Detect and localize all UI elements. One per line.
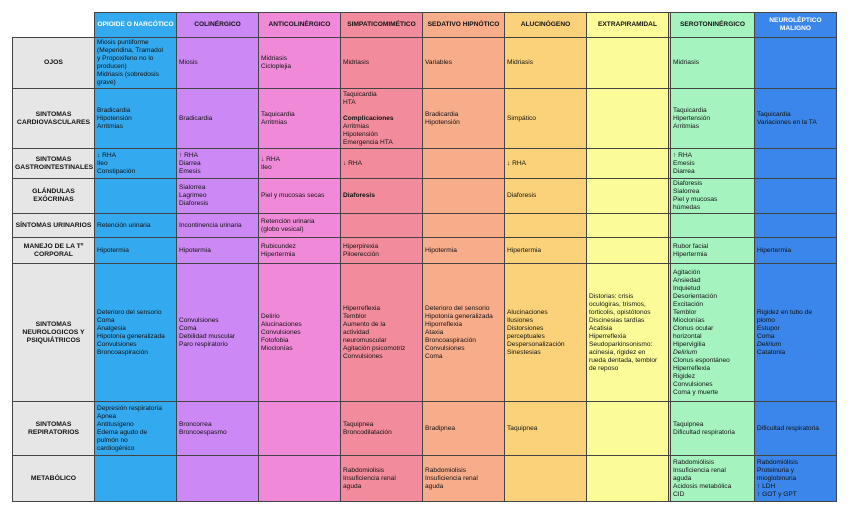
cell-line: CID xyxy=(673,490,685,498)
cell-line: Insuficiencia renal xyxy=(673,466,726,474)
cell-line: horizontal xyxy=(673,332,702,340)
cell-line: Taquipnea xyxy=(507,424,538,432)
cell-line: Broncoespasmo xyxy=(179,428,227,436)
toxidrome-table xyxy=(12,12,837,502)
cell-line: perceptuales xyxy=(507,332,545,340)
cell-line: actividad xyxy=(343,328,370,336)
cell-line: Convulsiones xyxy=(425,344,465,352)
cell-line: Alucinaciones xyxy=(261,320,302,328)
cell-line: ↓ RHA xyxy=(507,159,527,167)
cell-line: Hipertermia xyxy=(757,246,792,254)
cell-line: Depresión respiratoria xyxy=(97,404,162,412)
cell-line: (Meperidina, Tramadol xyxy=(97,47,163,54)
table-cell xyxy=(505,402,587,456)
cell-line: aguda xyxy=(673,474,692,482)
cell-line: Hiperreflexia xyxy=(343,304,381,312)
cell-line: ↑ RHA xyxy=(179,151,199,159)
column-header: ANTICOLINÉRGICO xyxy=(259,13,341,38)
table-cell xyxy=(177,214,259,238)
cell-line: ↑ GOT y GPT xyxy=(757,490,797,498)
table-cell xyxy=(177,402,259,456)
cell-line: Taquicardia xyxy=(261,110,295,118)
cell-line: Miosis xyxy=(179,59,198,66)
column-header: SEDATIVO HIPNÓTICO xyxy=(423,13,505,38)
cell-line: Inquietud xyxy=(673,284,701,292)
cell-line: Excitación xyxy=(673,300,704,308)
cell-line: Ansiedad xyxy=(673,276,701,284)
cell-line: grave) xyxy=(97,79,116,86)
cell-line: Agitación xyxy=(673,268,701,276)
cell-line: ↓ RHA xyxy=(343,159,363,167)
cell-line: Hipotonía generalizada xyxy=(425,312,493,320)
column-header: COLINÉRGICO xyxy=(177,13,259,38)
cell-line: Acatisia xyxy=(589,324,613,332)
cell-line: Paro respiratorio xyxy=(179,340,228,348)
row-label: SINTOMAS NEUROLOGICOS Y PSIQUIÁTRICOS xyxy=(13,264,95,402)
cell-line: torticolis, opistótonos xyxy=(589,308,651,316)
cell-line: plomo xyxy=(757,316,775,324)
cell-line: Midriasis xyxy=(343,59,370,66)
cell-line: Variables xyxy=(425,59,452,66)
table-row xyxy=(13,179,837,214)
cell-line: neuromuscular xyxy=(343,336,387,344)
cell-line: Broncoaspiración xyxy=(97,348,148,356)
column-header: OPIOIDE O NARCÓTICO xyxy=(95,13,177,38)
cell-line: Taquicardia xyxy=(673,106,707,114)
table-header xyxy=(13,13,837,38)
cell-line: Emesis xyxy=(673,159,695,167)
cell-line: Catatonia xyxy=(757,348,786,356)
cell-line: Arritmias xyxy=(673,122,700,130)
cell-line: Sialorrea xyxy=(673,188,700,195)
cell-line: Deterioro del sensorio xyxy=(425,304,490,312)
table-cell xyxy=(671,264,755,402)
cell-line: Coma xyxy=(757,332,775,340)
cell-line: ↓ RHA xyxy=(97,151,117,159)
cell-line: Bradicardia xyxy=(179,114,213,122)
row-label: METABÓLICO xyxy=(13,456,95,502)
cell-line: Temblor xyxy=(343,312,367,320)
cell-line: Complicaciones xyxy=(343,114,394,122)
cell-line: Emergencia HTA xyxy=(343,138,393,146)
cell-line: Taquicardia xyxy=(757,110,791,118)
cell-line: Hipotonía generalizada xyxy=(97,332,165,340)
cell-line: producen) xyxy=(97,63,127,70)
cell-line: Deterioro del sensorio xyxy=(97,308,162,316)
cell-line: Arritmias xyxy=(343,122,370,130)
table-cell xyxy=(177,89,259,149)
cell-line: Hiperreflexia xyxy=(673,364,711,372)
cell-line: Piel y mucosas xyxy=(673,196,718,203)
cell-line: Broncorrea xyxy=(179,420,212,428)
cell-line: aguda xyxy=(425,482,444,490)
cell-line: Proteinuria y xyxy=(757,466,795,474)
table-cell xyxy=(177,179,259,214)
cell-line: Piloerección xyxy=(343,250,379,258)
cell-line: ↑ LDH xyxy=(757,482,776,490)
cell-line: cardiogénico xyxy=(97,444,135,452)
table-row xyxy=(13,214,837,238)
cell-line: Rabdomiolisis xyxy=(343,466,385,474)
table-row xyxy=(13,264,837,402)
cell-line: Hipotensión xyxy=(343,130,378,138)
cell-line: Rubicundez xyxy=(261,242,296,250)
table-cell xyxy=(587,89,669,149)
table-cell xyxy=(341,238,423,264)
table-cell xyxy=(587,179,669,214)
cell-line: Hipotermia xyxy=(97,246,129,254)
table-cell xyxy=(259,456,341,502)
table-row xyxy=(13,456,837,502)
table-cell xyxy=(505,179,587,214)
cell-line: Diaforesis xyxy=(179,200,209,207)
cell-line: Bradipnea xyxy=(425,424,456,432)
cell-line: Hipotensión xyxy=(425,118,460,126)
table-cell xyxy=(423,38,505,89)
table-row xyxy=(13,89,837,149)
table-cell xyxy=(587,38,669,89)
table-cell xyxy=(341,214,423,238)
cell-line: Rubor facial xyxy=(673,242,709,250)
cell-line: Delirium xyxy=(673,348,698,356)
cell-line: Hipotensión xyxy=(97,114,132,122)
table-cell xyxy=(259,214,341,238)
cell-line: Cicloplejia xyxy=(261,63,292,70)
cell-line: Convulsiones xyxy=(673,380,713,388)
cell-line: Midriasis (sobredosis xyxy=(97,71,159,78)
cell-line: Coma xyxy=(97,316,115,324)
table-cell xyxy=(95,38,177,89)
table-cell xyxy=(341,264,423,402)
cell-line: Sialorrea xyxy=(179,184,206,191)
table-cell xyxy=(259,89,341,149)
cell-line: Dificultad respiratoria xyxy=(673,428,735,436)
table-cell xyxy=(505,149,587,179)
cell-line: acinesia, rigidez en xyxy=(589,348,646,356)
cell-line: Midriasis xyxy=(261,55,288,62)
table-cell xyxy=(671,38,755,89)
table-cell xyxy=(177,264,259,402)
cell-line: ↓ RHA xyxy=(261,155,281,163)
table-cell xyxy=(671,456,755,502)
cell-line: Rigidez xyxy=(673,372,695,380)
table-cell xyxy=(95,456,177,502)
table-cell xyxy=(587,214,669,238)
cell-line: pulmón no xyxy=(97,436,128,444)
cell-line: Hipertensión xyxy=(673,114,711,122)
cell-line: Variaciones en la TA xyxy=(757,118,817,126)
column-header: NEUROLÉPTICO MALIGNO xyxy=(755,13,837,38)
table-cell xyxy=(341,179,423,214)
table-cell xyxy=(423,238,505,264)
table-cell xyxy=(423,456,505,502)
cell-line: Seudoparkinsonismo: xyxy=(589,340,653,348)
cell-line: Mioclonías xyxy=(261,344,293,352)
cell-line: Bradicardia xyxy=(97,106,131,114)
cell-line: Diaforesis xyxy=(343,192,375,199)
table-cell xyxy=(671,402,755,456)
table-cell xyxy=(341,38,423,89)
table-cell xyxy=(587,238,669,264)
cell-line: Taquicardia xyxy=(343,90,377,98)
cell-line: Hipertermia xyxy=(261,250,296,258)
cell-line: Mioclonías xyxy=(673,316,705,324)
table-cell xyxy=(755,89,837,149)
table-cell xyxy=(177,149,259,179)
cell-line: Hipotermia xyxy=(425,246,457,254)
cell-line: Incontinencia urinaria xyxy=(179,221,242,229)
table-cell xyxy=(95,89,177,149)
cell-line: Coma xyxy=(425,352,443,360)
cell-line: Estupor xyxy=(757,324,780,332)
table-cell xyxy=(671,89,755,149)
table-cell xyxy=(95,149,177,179)
table-cell xyxy=(755,214,837,238)
cell-line: Edema agudo de xyxy=(97,428,148,436)
table-cell xyxy=(177,456,259,502)
table-cell xyxy=(505,264,587,402)
cell-line: Rigidez en tubo de xyxy=(757,308,812,316)
cell-line: Miosis puntiforme xyxy=(97,39,149,46)
table-cell xyxy=(505,238,587,264)
table-cell xyxy=(95,264,177,402)
cell-line: ↑ RHA xyxy=(673,151,693,159)
cell-line: Clonus ocular xyxy=(673,324,714,332)
table-cell xyxy=(177,238,259,264)
cell-line: Midriasis xyxy=(673,59,700,66)
cell-line: Diarrea xyxy=(179,159,201,167)
cell-line: Hipertermia xyxy=(507,246,542,254)
cell-line: rueda dentada, temblor xyxy=(589,356,658,364)
column-header: ALUCINÓGENO xyxy=(505,13,587,38)
table-cell xyxy=(423,264,505,402)
cell-line: Sinestesias xyxy=(507,348,541,356)
cell-line: Apnea xyxy=(97,412,117,420)
table-cell xyxy=(505,456,587,502)
cell-line: Ileo xyxy=(261,163,272,171)
cell-line: Rabdomiólisis xyxy=(673,458,715,466)
cell-line: Clonus espontáneo xyxy=(673,356,730,364)
cell-line: Rabdomiólisis xyxy=(757,458,799,466)
cell-line: Ilusiones xyxy=(507,316,534,324)
cell-line: Convulsiones xyxy=(179,316,219,324)
cell-line: Alucinaciones xyxy=(507,308,548,316)
cell-line: Bradicardia xyxy=(425,110,459,118)
cell-line: Emesis xyxy=(179,167,201,175)
cell-line: Convulsiones xyxy=(97,340,137,348)
table-cell xyxy=(259,238,341,264)
table-cell xyxy=(423,402,505,456)
table-cell xyxy=(341,149,423,179)
table-body xyxy=(13,38,837,502)
table-cell xyxy=(95,179,177,214)
cell-line: Insuficiencia renal xyxy=(343,474,396,482)
cell-line: Midriasis xyxy=(507,59,534,66)
cell-line: Diaforesis xyxy=(507,192,537,199)
table-cell xyxy=(95,238,177,264)
cell-line: Piel y mucosas secas xyxy=(261,192,325,199)
row-label: SINTOMAS CARDIOVASCULARES xyxy=(13,89,95,149)
cell-line: Fotofobia xyxy=(261,336,289,344)
table-row xyxy=(13,38,837,89)
table-cell xyxy=(755,238,837,264)
table-cell xyxy=(423,149,505,179)
cell-line: Lagrimeo xyxy=(179,192,207,199)
cell-line: de reposo xyxy=(589,364,619,372)
table-cell xyxy=(423,89,505,149)
table-cell xyxy=(587,264,669,402)
cell-line: Distorias: crisis xyxy=(589,292,634,300)
cell-line: húmedas xyxy=(673,204,701,211)
cell-line: Delirio xyxy=(261,312,280,320)
cell-line: Hipervigilia xyxy=(673,340,706,348)
cell-line: Taquipnea xyxy=(673,420,704,428)
cell-line xyxy=(343,107,420,115)
table-cell xyxy=(95,402,177,456)
cell-line: Convulsiones xyxy=(343,352,383,360)
cell-line: Insuficiencia renal xyxy=(425,474,478,482)
cell-line: aguda xyxy=(343,482,362,490)
table-cell xyxy=(755,402,837,456)
cell-line: HTA xyxy=(343,98,356,106)
cell-line: Dificultad respiratoria xyxy=(757,424,819,432)
corner-cell xyxy=(13,13,95,38)
table-cell xyxy=(755,149,837,179)
cell-line: Broncoaspiración xyxy=(425,336,476,344)
cell-line: Broncodilatación xyxy=(343,428,392,436)
table-cell xyxy=(755,456,837,502)
table-cell xyxy=(671,238,755,264)
cell-line: Rabdomiolisis xyxy=(425,466,467,474)
table-cell xyxy=(671,149,755,179)
cell-line: Arritmias xyxy=(261,118,288,126)
cell-line: Retención urinaria xyxy=(97,221,151,229)
table-cell xyxy=(259,402,341,456)
cell-line: Hiperpirexia xyxy=(343,242,379,250)
cell-line: Diaforesis xyxy=(673,180,703,187)
table-cell xyxy=(671,179,755,214)
cell-line: Diarrea xyxy=(673,167,695,175)
row-label: SINTOMAS REPIRATORIOS xyxy=(13,402,95,456)
cell-line: Hiporreflexia xyxy=(425,320,463,328)
cell-line: y Propoxifeno no lo xyxy=(97,55,154,62)
cell-line: Aumento de la xyxy=(343,320,386,328)
table-row xyxy=(13,402,837,456)
column-header: SIMPATICOMIMÉTICO xyxy=(341,13,423,38)
cell-line: Temblor xyxy=(673,308,697,316)
row-label: SINTOMAS GASTROINTESTINALES xyxy=(13,149,95,179)
cell-line: Antitusígeno xyxy=(97,420,134,428)
table-cell xyxy=(259,149,341,179)
cell-line: Convulsiones xyxy=(261,328,301,336)
row-label: MANEJO DE LA Tº CORPORAL xyxy=(13,238,95,264)
cell-line: mioglobinuria xyxy=(757,474,797,482)
table-cell xyxy=(341,402,423,456)
row-label: OJOS xyxy=(13,38,95,89)
table-cell xyxy=(423,214,505,238)
cell-line: Constipación xyxy=(97,167,136,175)
cell-line: Ileo xyxy=(97,159,108,167)
cell-line: Hipotermia xyxy=(179,246,211,254)
cell-line: Ataxia xyxy=(425,328,444,336)
table-cell xyxy=(505,89,587,149)
cell-line: Delirium xyxy=(757,340,782,348)
row-label: GLÁNDULAS EXÓCRINAS xyxy=(13,179,95,214)
cell-line: Hipertermia xyxy=(673,250,708,258)
table-cell xyxy=(259,179,341,214)
table-cell xyxy=(341,456,423,502)
table-cell xyxy=(587,456,669,502)
cell-line: Arritmias xyxy=(97,122,124,130)
table-cell xyxy=(587,402,669,456)
table-row xyxy=(13,238,837,264)
cell-line: Despersonalización xyxy=(507,340,565,348)
cell-line: Retención urinaria xyxy=(261,217,315,225)
cell-line: Acidosis metabólica xyxy=(673,482,732,490)
table-cell xyxy=(259,38,341,89)
table-cell xyxy=(755,38,837,89)
cell-line: oculógiras, trismos, xyxy=(589,300,646,308)
cell-line: Discinesias tardías xyxy=(589,316,645,324)
table-cell xyxy=(259,264,341,402)
row-label: SÍNTOMAS URINARIOS xyxy=(13,214,95,238)
table-cell xyxy=(671,214,755,238)
column-header: SEROTONINÉRGICO xyxy=(671,13,755,38)
cell-line: Simpático xyxy=(507,114,536,122)
cell-line: Coma y muerte xyxy=(673,388,719,396)
table-cell xyxy=(423,179,505,214)
table-cell xyxy=(755,179,837,214)
table-cell xyxy=(95,214,177,238)
table-cell xyxy=(587,149,669,179)
table-cell xyxy=(505,38,587,89)
column-header: EXTRAPIRAMIDAL xyxy=(587,13,669,38)
table-cell xyxy=(755,264,837,402)
table-cell xyxy=(177,38,259,89)
cell-line: Taquipnea xyxy=(343,420,374,428)
table-row xyxy=(13,149,837,179)
cell-line: Agitación psicomotriz xyxy=(343,344,406,352)
cell-line: (globo vesical) xyxy=(261,225,304,233)
cell-line: Distorsiones xyxy=(507,324,544,332)
table-cell xyxy=(341,89,423,149)
table-cell xyxy=(505,214,587,238)
cell-line: Debilidad muscular xyxy=(179,332,236,340)
cell-line: Hiperreflexia xyxy=(589,332,627,340)
cell-line: Coma xyxy=(179,324,197,332)
cell-line: Analgesia xyxy=(97,324,126,332)
cell-line: Desorientación xyxy=(673,292,717,300)
